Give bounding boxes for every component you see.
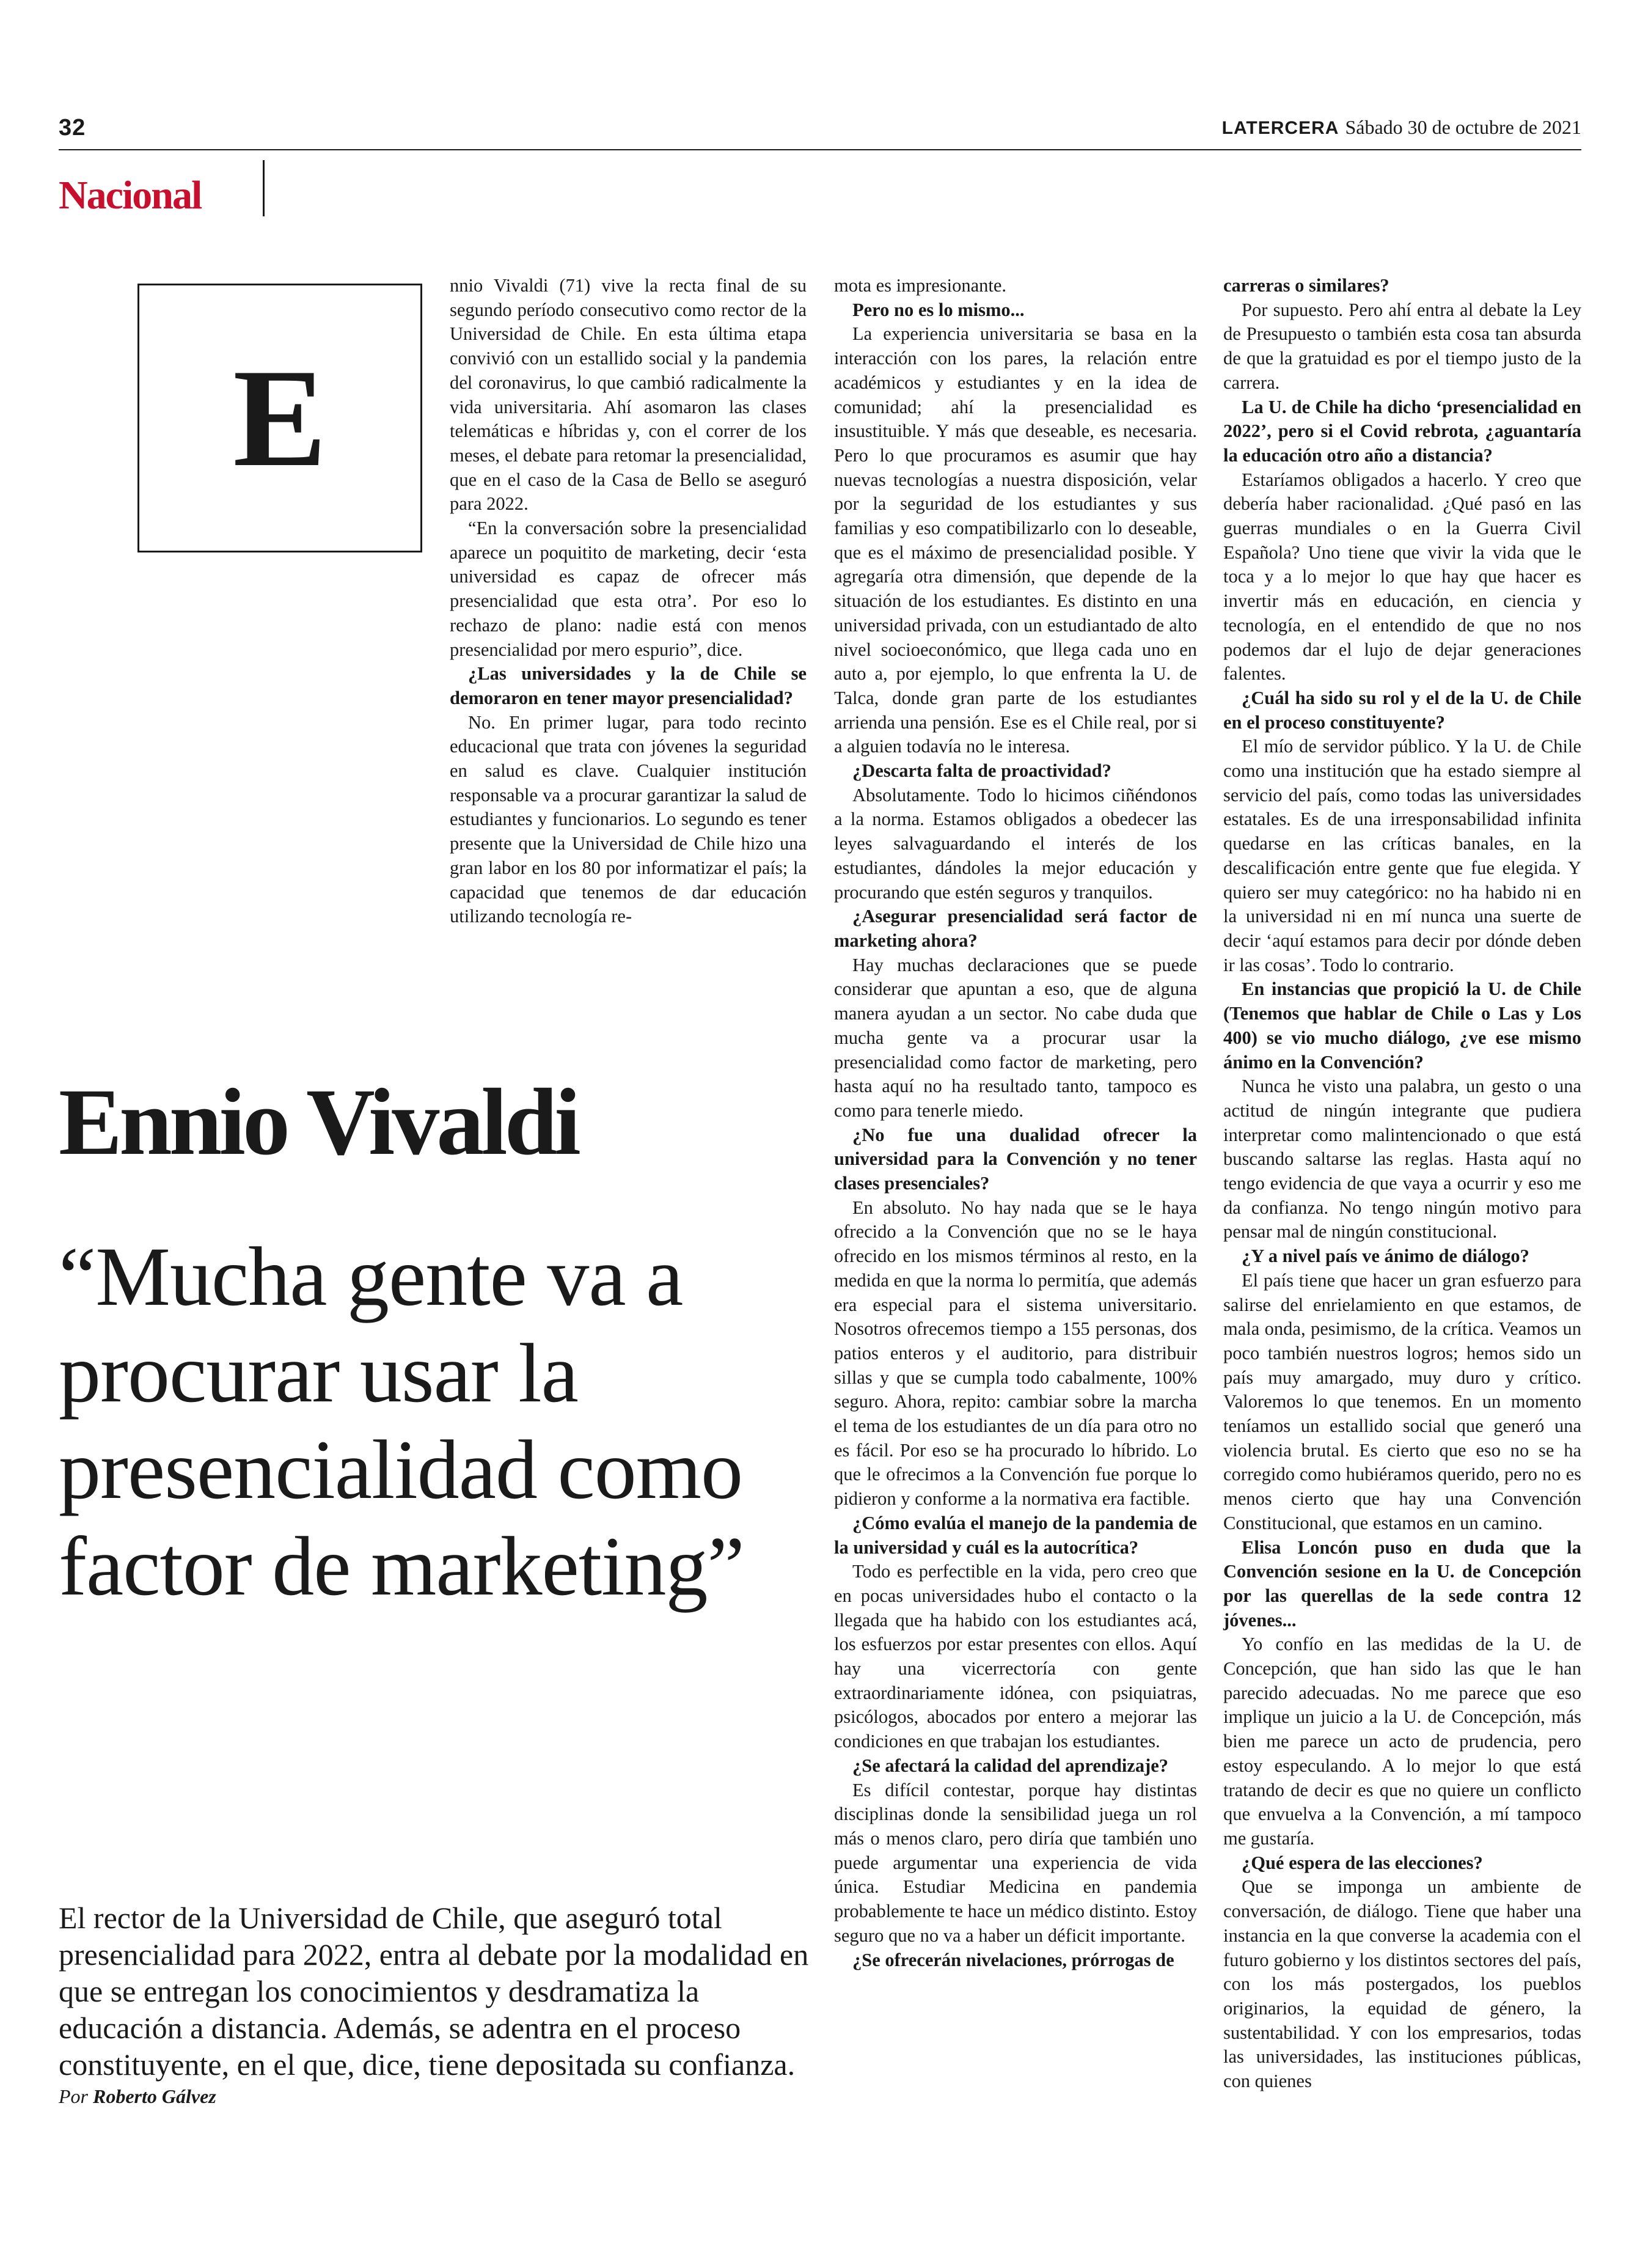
interview-question: carreras o similares? — [1223, 275, 1389, 296]
article-paragraph: No. En primer lugar, para todo recinto educacional que trata con jóvenes la seguridad en salud es clave. Cualquier institución responsable va a procurar garantizar la salud de estudiantes y funcionarios. Lo segundo es tener presente que la Universidad de Chile hizo una gran labor en los 80 por informatizar el país; la capacidad que tenemos de dar educación utilizando tecnología re- — [450, 711, 807, 927]
article-paragraph: Por supuesto. Pero ahí entra al debate la Ley de Presupuesto o también esta cosa tan absurda de que la gratuidad es por el tiempo justo de la carrera. — [1223, 299, 1581, 393]
interview-question: ¿Cómo evalúa el manejo de la pandemia de la universidad y cuál es la autocrítica? — [834, 1512, 1197, 1558]
section-divider — [263, 160, 265, 216]
interview-question: ¿Se ofrecerán nivelaciones, prórrogas de — [852, 1949, 1174, 1970]
article-paragraph: El país tiene que hacer un gran esfuerzo para salirse del enrielamiento en que estamos, de mala onda, pesimismo, de la crítica. Veamos un poco también nuestros logros; hemos sido un país muy amargado, muy duro y crítico. Valoremos lo que tenemos. En un momento teníamos un estallido social que generó una violencia brutal. Es cierto que eso no se ha corregido como hubiéramos querido, pero no es menos cierto que hay una Convención Constitucional, que estamos en un camino. — [1223, 1269, 1581, 1533]
interview-question: Elisa Loncón puso en duda que la Convención sesione en la U. de Concepción por las querellas de la sede contra 12 jóvenes... — [1223, 1536, 1581, 1631]
interview-question: ¿Cuál ha sido su rol y el de la U. de Chile en el proceso constituyente? — [1223, 687, 1581, 733]
newspaper-brand: LATERCERA — [1221, 118, 1339, 138]
interview-question: ¿Se afectará la calidad del aprendizaje? — [852, 1755, 1169, 1776]
byline-author: Roberto Gálvez — [93, 2085, 216, 2107]
section-title: Nacional — [59, 173, 202, 218]
article-paragraph: La experiencia universitaria se basa en la interacción con los pares, la relación entre académicos y estudiantes y en la idea de comunidad; ahí la presencialidad es insustituible. Y más que deseable, es necesaria. Pero lo que procuramos es asumir que hay nuevas tecnologías a nuestra disposición, velar por la seguridad de los estudiantes y sus familias y eso compatibilizarlo con lo deseable, que es el máximo de presencialidad posible. Y agregaría otra dimensión, que depende de la situación de los estudiantes. Es distinto en una universidad privada, con un estudiantado de alto nivel socioeconómico, que llega cada uno en auto a, por ejemplo, lo que enfrenta la U. de Talca, donde gran parte de los estudiantes arrienda una pensión. Ese es el Chile real, por si a alguien todavía no le interesa. — [834, 323, 1197, 757]
byline — [59, 2085, 216, 2108]
dropcap-box — [137, 284, 422, 552]
page-number: 32 — [59, 115, 86, 141]
article-paragraph: El mío de servidor público. Y la U. de Chile como una institución que ha estado siempre al servicio del país, como todas las universidades estatales. Es de una irresponsabilidad infinita quedarse en las críticas banales, en la descalificación entre gente que fue elegida. Y quiero ser muy categórico: no ha habido ni en la universidad ni en mí nunca una suerte de decir ‘aquí estamos para decir por dónde deben ir las cosas’. Todo lo contrario. — [1223, 736, 1581, 975]
interview-question: ¿Asegurar presencialidad será factor de marketing ahora? — [834, 906, 1197, 951]
interviewee-name: Ennio Vivaldi — [59, 1069, 578, 1175]
interview-question: En instancias que propició la U. de Chile (Tenemos que hablar de Chile o Las y Los 400) se vio mucho diálogo, ¿ve ese mismo ánimo en la Convención? — [1223, 978, 1581, 1073]
interview-question: ¿No fue una dualidad ofrecer la universidad para la Convención y no tener clases presenciales? — [834, 1124, 1197, 1194]
standfirst: El rector de la Universidad de Chile, que aseguró total presencialidad para 2022, entra al debate por la modalidad en que se entregan los conocimientos y desdramatiza la educación a distancia. Además, se adentra en el proceso constituyente, en el que, dice, tiene depositada su confianza. — [59, 1901, 809, 2082]
article-paragraph: Es difícil contestar, porque hay distintas disciplinas donde la sensibilidad juega un rol más o menos claro, pero diría que también uno puede argumentar una experiencia de vida única. Estudiar Medicina en pandemia probablemente te hace un médico distinto. Estoy seguro que no va a haber un déficit importante. — [834, 1779, 1197, 1946]
article-paragraph: Que se imponga un ambiente de conversación, de diálogo. Tiene que haber una instancia en la que converse la academia con el futuro gobierno y los distintos sectores del país, con los más postergados, los pueblos originarios, la equidad de género, la sustentabilidad. Y con los empresarios, todas las universidades, las instituciones públicas, con quienes — [1223, 1876, 1581, 2092]
dropcap-letter: E — [233, 340, 327, 496]
article-column-1 — [450, 274, 807, 967]
article-paragraph: Absolutamente. Todo lo hicimos ciñéndonos a la norma. Estamos obligados a obedecer las leyes salvaguardando el interés de los estudiantes, dándoles la mejor educación y procurando que estén seguros y tranquilos. — [834, 784, 1197, 903]
interview-question: ¿Y a nivel país ve ánimo de diálogo? — [1242, 1246, 1529, 1267]
article-column-2 — [834, 274, 1197, 2132]
interview-question: ¿Descarta falta de proactividad? — [852, 760, 1111, 782]
article-column-3 — [1223, 274, 1581, 2132]
interview-question: Pero no es lo mismo... — [852, 299, 1025, 320]
header-rule — [59, 149, 1581, 150]
article-paragraph: nnio Vivaldi (71) vive la recta final de su segundo período consecutivo como rector de la Universidad de Chile. En esta última etapa convivió con un estallido social y la pandemia del coronavirus, lo que cambió radicalmente la vida universitaria. Ahí asomaron las clases telemáticas e híbridas y, con el correr de los meses, el debate para retomar la presencialidad, que en el caso de la Casa de Bello se aseguró para 2022. — [450, 275, 807, 515]
article-paragraph: Todo es perfectible en la vida, pero creo que en pocas universidades hubo el contacto o la llegada que ha habido con los estudiantes acá, los esfuerzos por estar presentes con ellos. Aquí hay una vicerrectoría con gente extraordinariamente idónea, con psiquiatras, psicólogos, abocados por entero a mejorar las condiciones en que trabajan los estudiantes. — [834, 1561, 1197, 1752]
issue-date: Sábado 30 de octubre de 2021 — [1345, 116, 1581, 138]
article-paragraph: “En la conversación sobre la presencialidad aparece un poquitito de marketing, decir ‘esta universidad es capaz de ofrecer más presencialidad que esta otra’. Por eso lo rechazo de plano: nadie está con menos presencialidad por mero espurio”, dice. — [450, 518, 807, 660]
article-paragraph: Yo confío en las medidas de la U. de Concepción, que han sido las que le han parecido adecuadas. No me parece que eso implique un juicio a la U. de Concepción, más bien me parece un acto de prudencia, pero estoy especulando. A lo mejor lo que está tratando de decir es que no quiere un conflicto que envuelva a la Convención, a mí tampoco me gustaría. — [1223, 1634, 1581, 1849]
masthead — [1222, 116, 1581, 139]
interview-question: ¿Las universidades y la de Chile se demoraron en tener mayor presencialidad? — [450, 663, 807, 708]
article-paragraph: Estaríamos obligados a hacerlo. Y creo que debería haber racionalidad. ¿Qué pasó en las guerras mundiales o en la Guerra Civil Española? Uno tiene que vivir la vida que le toca y a lo mejor lo que hay que hacer es invertir más en educación, en ciencia y tecnología, en el entendido de que no nos podemos dar el lujo de dejar generaciones falentes. — [1223, 469, 1581, 684]
article-paragraph: Nunca he visto una palabra, un gesto o una actitud de ningún integrante que pudiera interpretar como malintencionado o que está buscando saltarse las reglas. Hasta aquí no tengo evidencia de que vaya a ocurrir y eso me da confianza. No tengo ningún motivo para pensar mal de ningún constitucional. — [1223, 1076, 1581, 1242]
byline-prefix: Por — [59, 2085, 88, 2107]
headline-quote: “Mucha gente va a procurar usar la presencialidad como factor de marketing” — [59, 1230, 744, 1613]
article-paragraph: mota es impresionante. — [834, 275, 1007, 296]
article-paragraph: En absoluto. No hay nada que se le haya ofrecido a la Convención que no se le haya ofrecido en los mismos términos al resto, en la medida en que la norma lo permitía, que además era especial para el sistema universitario. Nosotros ofrecemos tiempo a 155 personas, dos patios enteros y el auditorio, para distribuir sillas y que se cumpla todo cabalmente, 100% seguro. Ahora, repito: cambiar sobre la marcha el tema de los estudiantes de un día para otro no es fácil. Por eso se ha procurado lo híbrido. Lo que le ofrecimos a la Convención fue porque lo pidieron y conforme a la normativa era factible. — [834, 1197, 1197, 1510]
interview-question: ¿Qué espera de las elecciones? — [1242, 1852, 1483, 1873]
article-paragraph: Hay muchas declaraciones que se puede considerar que apuntan a eso, que de alguna manera ayudan a un sector. No cabe duda que mucha gente va a procurar usar la presencialidad como factor de marketing, pero hasta aquí no ha resultado tanto, tampoco es como para tenerle miedo. — [834, 954, 1197, 1121]
interview-question: La U. de Chile ha dicho ‘presencialidad en 2022’, pero si el Covid rebrota, ¿aguantaría la educación otro año a distancia? — [1223, 396, 1581, 466]
